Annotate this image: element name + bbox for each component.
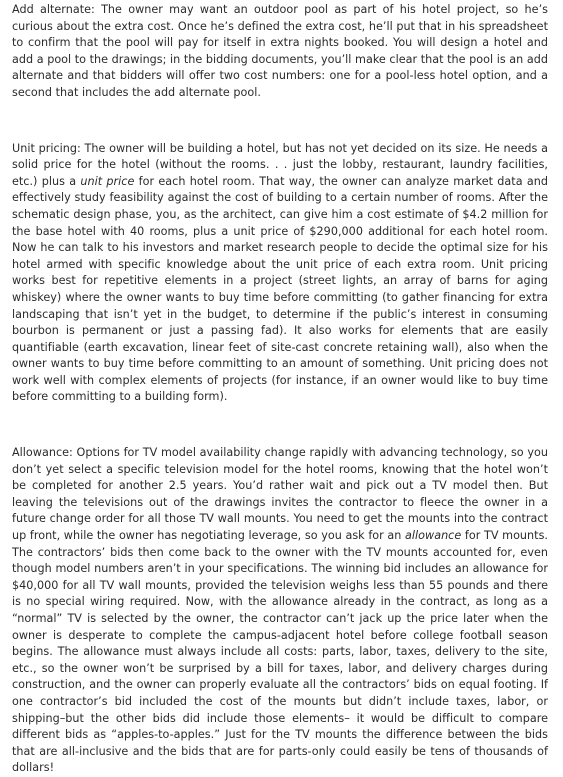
add-alternate-text: Add alternate: The owner may want an outdoor pool as part of his hotel project, so he’s curious about the extra cost. Once he’s defined the extra cost, he’ll put that in his spreadsheet to confirm that the pool will pay for itself in extra nights booked. You will design a hotel and add a pool to the drawings; in the bidding documents, you’ll make clear that the pool is an add alternate and that bidders will offer two cost numbers: one for a pool-less hotel option, and a second that includes the add alternate pool. xyxy=(12,3,548,99)
unit-pricing-text-end: for each hotel room. That way, the owner can analyze market data and effectively study feasibility against the cost of building to a certain number of rooms. After the schematic design phase, you, as the architect, can give him a cost estimate of $4.2 million for the base hotel with 40 rooms, plus a unit price of $290,000 additional for each hotel room. Now he can talk to his investors and market research people to decide the optimal size for his hotel armed with specific knowledge about the unit price of each extra room. Unit pricing works best for repetitive elements in a project (street lights, an array of barns for aging whiskey) where the owner wants to buy time before committing (to gather financing for extra landscaping that isn’t yet in the budget, to determine if the public’s interest in consuming bourbon is permanent or just a passing fad). It also works for elements that are easily quantifiable (earth excavation, linear feet of site-cast concrete retaining wall), also when the owner wants to buy time before committing to an amount of something. Unit pricing does not work well with complex elements of projects (for instance, if an owner would like to buy time before committing to a building form). xyxy=(12,174,548,404)
paragraph-allowance xyxy=(12,445,548,777)
allowance-text-end: for TV mounts. The contractors’ bids then come back to the owner with the TV mounts accounted for, even though model numbers aren’t in your specifications. The winning bid includes an allowance for $40,000 for all TV wall mounts, provided the television weighs less than 55 pounds and there is no special wiring required. Now, with the allowance already in the contract, as long as a “normal” TV is selected by the owner, the contractor can’t jack up the price later when the owner is desperate to complete the campus-adjacent hotel before college football season begins. The allowance must always include all costs: parts, labor, taxes, delivery to the site, etc., so the owner won’t be surprised by a bill for taxes, labor, and delivery charges during construction, and the owner can properly evaluate all the contractors’ bids on equal footing. If one contractor’s bid included the cost of the mounts but didn’t include taxes, labor, or shipping–but the other bids did include those elements– it would be difficult to compare different bids as “apples-to-apples.” Just for the TV mounts the difference between the bids that are all-inclusive and the bids that are for parts-only could easily be tens of thousands of dollars! xyxy=(12,529,548,775)
allowance-text-start: Allowance: Options for TV model availability change rapidly with advancing technology, so you don’t yet select a specific television model for the hotel rooms, knowing that the hotel won’t be completed for another 2.5 years. You’d rather wait and pick out a TV model then. But leaving the televisions out of the drawings invites the contractor to fleece the owner in a future change order for all those TV wall mounts. You need to get the mounts into the contract up front, while the owner has negotiating leverage, so you ask for an xyxy=(12,446,548,543)
paragraph-unit-pricing xyxy=(12,141,548,407)
document-body xyxy=(12,2,548,777)
allowance-emphasis: allowance xyxy=(405,529,462,543)
unit-pricing-text-start: Unit pricing: The owner will be building a hotel, but has not yet decided on its size. He needs a solid price for the hotel (without the rooms. . . just the lobby, restaurant, laundry facilities, etc.) plus a xyxy=(12,141,548,188)
unit-price-emphasis: unit price xyxy=(80,174,135,188)
paragraph-add-alternate xyxy=(12,2,548,102)
